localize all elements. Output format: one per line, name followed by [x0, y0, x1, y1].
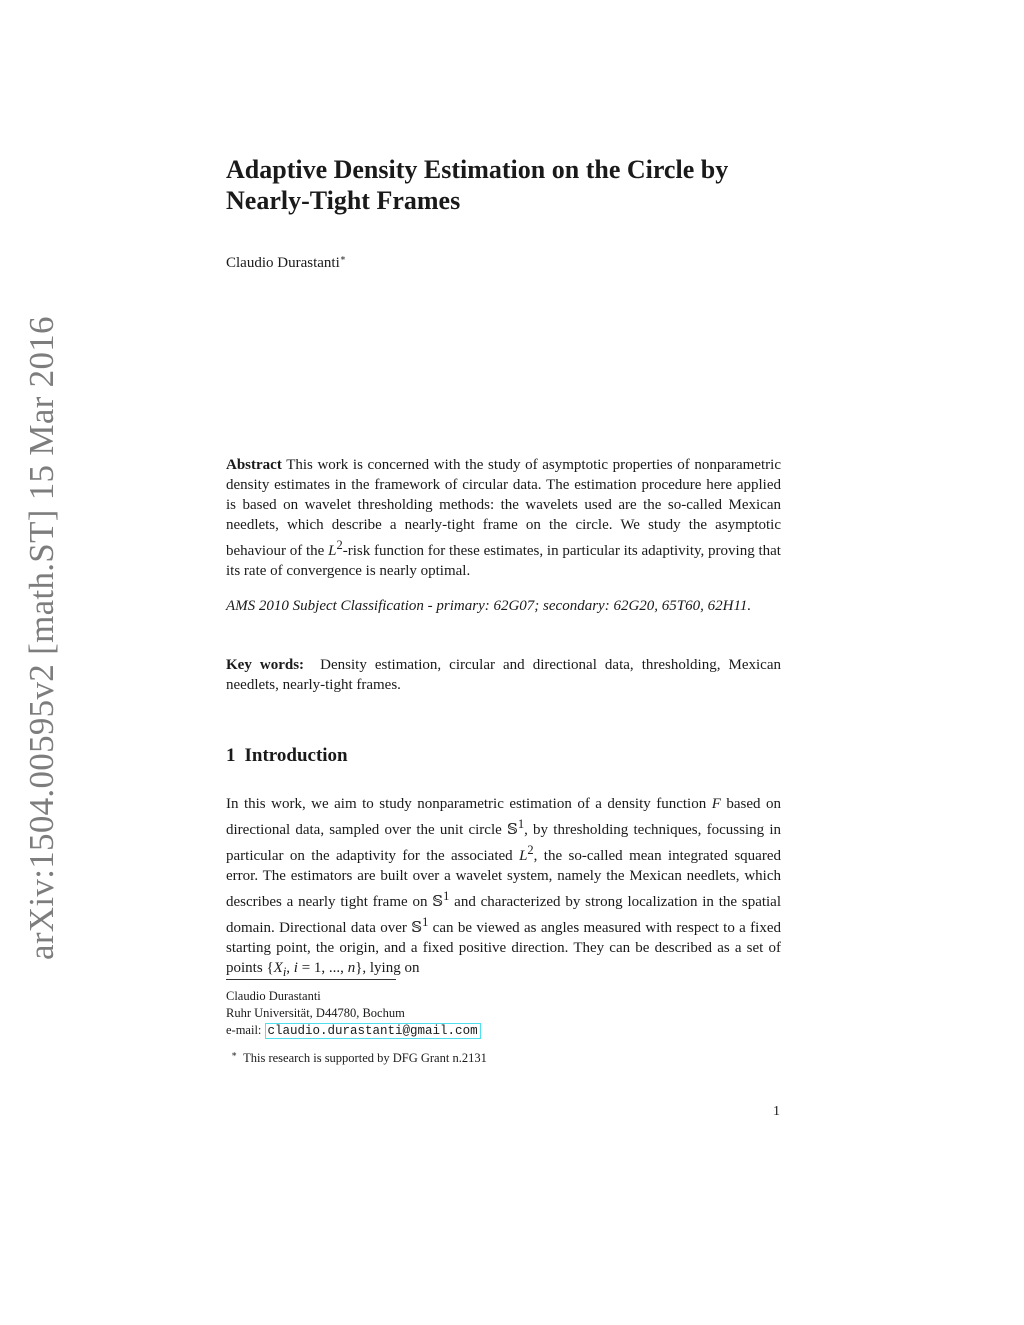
author-name: Claudio Durastanti	[226, 255, 340, 271]
footnote-mark: ∗	[231, 1049, 238, 1059]
arxiv-identifier-margin	[12, 316, 72, 960]
email-label: e-mail:	[226, 1023, 265, 1037]
email-link[interactable]: claudio.durastanti@gmail.com	[265, 1023, 481, 1039]
math-index: i	[293, 960, 298, 976]
math-set-close: }	[355, 960, 363, 976]
intro-text-6: can be viewed as angles measured with respect to a fixed starting point, the origin, and a fixed positive direction. They can be described as a set of points	[226, 920, 781, 976]
math-l: L	[328, 543, 337, 559]
intro-text-5: and characterized by strong localization in the spatial domain. Directional data over	[226, 894, 782, 936]
math-sphere: 𝕊	[432, 894, 444, 910]
section-title: Introduction	[244, 745, 348, 766]
abstract-text-1: This work is concerned with the study of asymptotic properties of nonparametric density estimates in the framework of circular data. The estimation procedure here applied is based on wavelet thresholding methods: the wavelets used are the so-called Mexican needlets, which describe a nearly-tight frame on the circle. We study the asymptotic behaviour of the	[226, 457, 782, 559]
math-x-subscript: i	[282, 965, 287, 979]
keywords-text: Density estimation, circular and directional data, thresholding, Mexican needlets, nearly-tight frames.	[226, 657, 781, 693]
math-sphere-dim: 1	[517, 817, 525, 831]
footnote	[231, 1049, 487, 1066]
math-sphere: 𝕊	[507, 822, 518, 838]
arxiv-identifier: arXiv:1504.00595v2 [math.ST] 15 Mar 2016	[22, 316, 61, 960]
author-footnote-mark: ∗	[339, 253, 346, 263]
math-n: n	[347, 960, 356, 976]
footnote-text: This research is supported by DFG Grant n.2131	[243, 1051, 487, 1066]
title-line-1: Adaptive Density Estimation on the Circle by	[226, 155, 729, 184]
section-number: 1	[226, 745, 236, 766]
affiliation-institution: Ruhr Universität, D44780, Bochum	[226, 1006, 405, 1020]
ams-classification: AMS 2010 Subject Classification - primary: 62G07; secondary: 62G20, 65T60, 62H11.	[226, 598, 752, 614]
math-x: X	[273, 960, 283, 976]
math-set-sep: ,	[286, 960, 294, 976]
affiliation-email-line	[226, 1022, 481, 1040]
abstract-text-2: -risk function for these estimates, in particular its adaptivity, proving that its rate of convergence is nearly optimal.	[226, 543, 781, 579]
math-set-range: = 1, ...,	[297, 960, 348, 976]
intro-text-3: , by thresholding techniques, focussing in particular on the adaptivity for the associated	[226, 822, 781, 864]
intro-text-7: , lying on	[362, 960, 420, 976]
abstract-label: Abstract	[226, 457, 282, 473]
intro-text-1: In this work, we aim to study nonparametric estimation of a density function	[226, 796, 712, 812]
intro-text-2: based on directional data, sampled over the unit circle	[226, 796, 781, 838]
keywords-label: Key words:	[226, 657, 305, 673]
paper-title	[226, 154, 786, 216]
math-l-exp: 2	[527, 843, 534, 857]
affiliation-name: Claudio Durastanti	[226, 989, 321, 1003]
page-number: 1	[773, 1104, 780, 1119]
footnote-divider	[226, 979, 396, 980]
math-exponent: 2	[336, 538, 343, 552]
math-set-open: {	[266, 960, 274, 976]
math-sphere-dim: 1	[443, 889, 450, 903]
author-line	[226, 253, 346, 272]
math-sphere: 𝕊	[411, 920, 423, 936]
title-line-2: Nearly-Tight Frames	[226, 186, 461, 215]
math-l: L	[519, 848, 528, 864]
introduction-paragraph	[226, 794, 781, 982]
intro-text-4: , the so-called mean integrated squared error. The estimators are built over a wavelet system, namely the Mexican needlets, which describes a nearly tight frame on	[226, 848, 781, 910]
keywords	[226, 655, 781, 695]
abstract	[226, 455, 781, 581]
math-sphere-dim: 1	[422, 915, 429, 929]
math-f: F	[711, 796, 721, 812]
affiliation-block	[226, 988, 481, 1040]
section-heading	[226, 745, 348, 767]
